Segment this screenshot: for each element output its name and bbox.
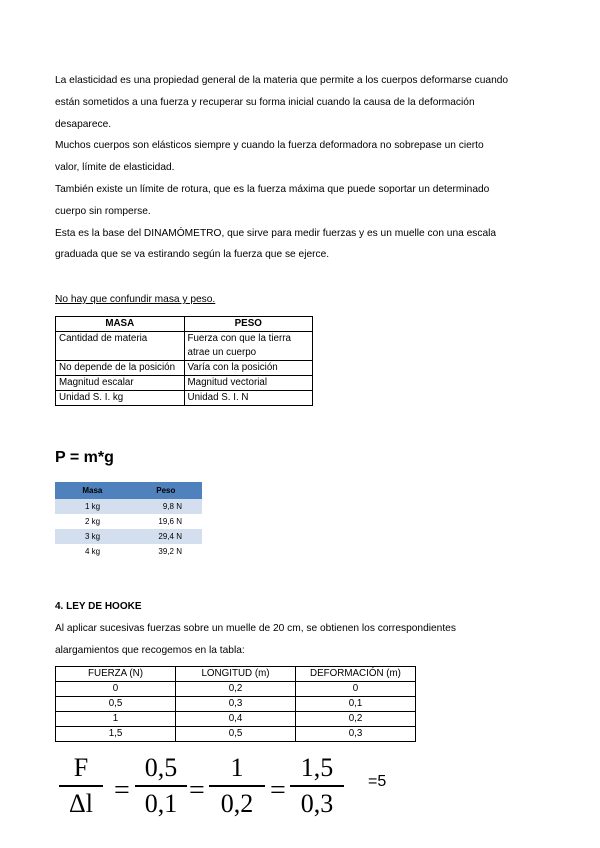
fraction — [135, 751, 187, 821]
table-row — [55, 544, 202, 559]
table-cell: 0 — [56, 682, 176, 697]
weight-formula: P = m*g — [55, 449, 114, 466]
table-cell: 0,3 — [296, 727, 416, 742]
intro-paragraph — [55, 70, 555, 266]
text-line: La elasticidad es una propiedad general de la materia que permite a los cuerpos deformarse cuando — [55, 75, 509, 86]
table-header: FUERZA (N) — [56, 667, 176, 682]
table-row — [56, 727, 416, 742]
table-row — [56, 697, 416, 712]
table-cell: 2 kg — [55, 514, 130, 529]
table-header: DEFORMACIÓN (m) — [296, 667, 416, 682]
table-cell: Unidad S. I. kg — [56, 391, 185, 406]
table-cell: Cantidad de materia — [56, 332, 185, 361]
table-cell: 0,3 — [176, 697, 296, 712]
text-line: También existe un límite de rotura, que es la fuerza máxima que puede soportar un determinado — [55, 183, 490, 195]
denominator: 0,2 — [220, 789, 254, 818]
numerator: 0,5 — [144, 753, 178, 782]
text-line: Muchos cuerpos son elásticos siempre y cuando la fuerza deformadora no sobrepase un cierto — [55, 140, 484, 152]
table-cell: 19,6 N — [130, 514, 202, 529]
table-cell: No depende de la posición — [56, 361, 185, 376]
mass-weight-table — [55, 316, 313, 406]
table-cell: 0 — [296, 682, 416, 697]
denominator: 0,1 — [144, 789, 178, 818]
section-heading: 4. LEY DE HOOKE — [55, 601, 142, 612]
fraction — [290, 751, 344, 821]
table-row — [56, 391, 313, 406]
table-row — [55, 499, 202, 514]
table-cell: 0,1 — [296, 697, 416, 712]
table-cell: 1 kg — [55, 499, 130, 514]
table-row — [56, 376, 313, 391]
table-cell: 1,5 — [56, 727, 176, 742]
text-line: graduada que se va estirando según la fuerza que se ejerce. — [55, 249, 330, 261]
table-cell: Unidad S. I. N — [184, 391, 313, 406]
table-header: MASA — [56, 317, 185, 332]
text-line: valor, límite de elasticidad. — [55, 162, 175, 174]
table-header: Peso — [130, 482, 202, 499]
hooke-data-table — [55, 666, 416, 742]
table-cell: 0,5 — [56, 697, 176, 712]
fraction — [209, 751, 265, 821]
table-cell: 0,2 — [176, 682, 296, 697]
table-row — [56, 682, 416, 697]
denominator: Δl — [69, 789, 93, 818]
text-line: están sometidos a una fuerza y recuperar su forma inicial cuando la causa de la deformación — [55, 96, 475, 108]
mass-weight-values-table — [55, 482, 202, 559]
table-cell: 3 kg — [55, 529, 130, 544]
equation-result: =5 — [368, 773, 387, 790]
table-header: Masa — [55, 482, 130, 499]
denominator: 0,3 — [300, 789, 334, 818]
numerator: 1 — [230, 753, 244, 782]
hooke-paragraph — [55, 618, 555, 662]
table-cell: Magnitud escalar — [56, 376, 185, 391]
table-cell: 4 kg — [55, 544, 130, 559]
equals-sign: = — [270, 775, 286, 806]
table-cell: 0,4 — [176, 712, 296, 727]
text-line: desaparece. — [55, 118, 112, 130]
table-cell: 29,4 N — [130, 529, 202, 544]
table-row — [55, 514, 202, 529]
text-line: cuerpo sin romperse. — [55, 205, 151, 217]
table-cell: 0,2 — [296, 712, 416, 727]
table-row — [55, 529, 202, 544]
table-row — [56, 361, 313, 376]
table-cell: Fuerza con que la tierra atrae un cuerpo — [184, 332, 313, 361]
comparison-heading: No hay que confundir masa y peso. — [55, 294, 216, 305]
table-cell: 0,5 — [176, 727, 296, 742]
table-cell: Magnitud vectorial — [184, 376, 313, 391]
table-cell: 9,8 N — [130, 499, 202, 514]
table-row — [56, 712, 416, 727]
equals-sign: = — [114, 775, 130, 806]
table-cell: Varía con la posición — [184, 361, 313, 376]
table-cell: 39,2 N — [130, 544, 202, 559]
equals-sign: = — [189, 775, 205, 806]
text-line: alargamientos que recogemos en la tabla: — [55, 644, 245, 656]
table-row — [56, 332, 313, 361]
numerator: F — [73, 753, 89, 782]
table-header: LONGITUD (m) — [176, 667, 296, 682]
numerator: 1,5 — [300, 753, 334, 782]
table-header: PESO — [184, 317, 313, 332]
table-cell: 1 — [56, 712, 176, 727]
text-line: Esta es la base del DINAMÓMETRO, que sirve para medir fuerzas y es un muelle con una escala — [55, 227, 497, 239]
hooke-equation — [55, 745, 455, 835]
text-line: Al aplicar sucesivas fuerzas sobre un muelle de 20 cm, se obtienen los correspondientes — [55, 623, 456, 634]
fraction — [59, 751, 103, 821]
